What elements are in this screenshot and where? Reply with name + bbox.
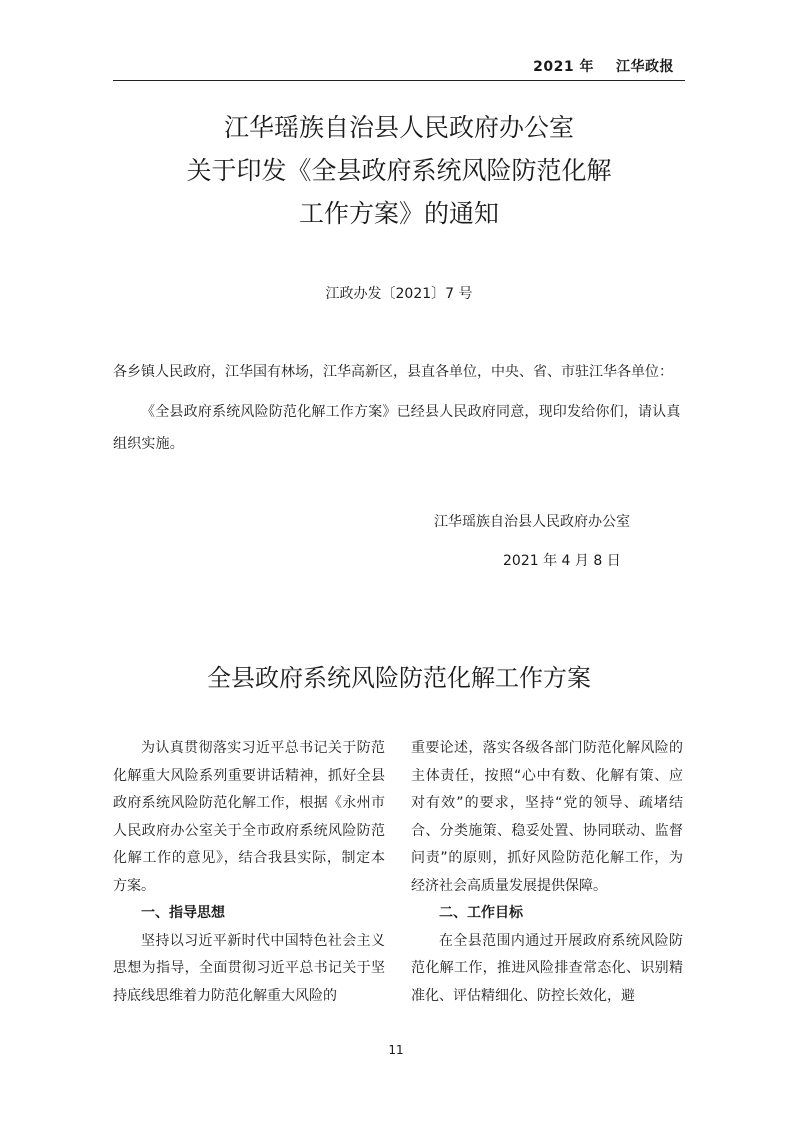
section-2-heading: 二、工作目标 bbox=[439, 905, 523, 921]
issue-date: 2021 年 4 月 8 日 bbox=[503, 553, 621, 569]
section-1-body: 坚持以习近平新时代中国特色社会主义思想为指导，全面贯彻习近平总书记关于坚持底线思维着力防范化解重大风险的 bbox=[113, 932, 385, 1004]
left-column bbox=[113, 735, 385, 1010]
recipients-line: 各乡镇人民政府，江华国有林场，江华高新区，县直各单位，中央、省、市驻江华各单位： bbox=[113, 364, 673, 380]
header-year: 2021 年 bbox=[533, 59, 594, 75]
plan-title: 全县政府系统风险防范化解工作方案 bbox=[207, 664, 591, 692]
notice-title bbox=[113, 106, 685, 235]
header-publication: 江华政报 bbox=[616, 59, 674, 75]
notice-body: 《全县政府系统风险防范化解工作方案》已经县人民政府同意，现印发给你们，请认真组织实施。 bbox=[113, 404, 681, 452]
running-header bbox=[533, 56, 674, 76]
header-rule bbox=[113, 80, 685, 81]
page-number: 11 bbox=[388, 1043, 404, 1057]
column-2-continuation: 重要论述，落实各级各部门防范化解风险的主体责任，按照“心中有数、化解有策、应对有效”的要求，坚持“党的领导、疏堵结合、分类施策、稳妥处置、协同联动、监督问责”的原则，抓好风险防范化解工作，为经济社会高质量发展提供保障。 bbox=[411, 740, 683, 894]
notice-title-line-1: 江华瑶族自治县人民政府办公室 bbox=[223, 113, 574, 142]
issuer-signature: 江华瑶族自治县人民政府办公室 bbox=[434, 514, 630, 530]
notice-title-line-3: 工作方案》的通知 bbox=[298, 199, 499, 228]
plan-intro: 为认真贯彻落实习近平总书记关于防范化解重大风险系列重要讲话精神，抓好全县政府系统风险防范化解工作，根据《永州市人民政府办公室关于全市政府系统风险防范化解工作的意见》，结合我县实际，制定本方案。 bbox=[113, 740, 385, 894]
notice-title-line-2: 关于印发《全县政府系统风险防范化解 bbox=[186, 156, 612, 185]
document-number: 江政办发〔2021〕7 号 bbox=[325, 286, 473, 302]
section-2-body: 在全县范围内通过开展政府系统风险防范化解工作，推进风险排查常态化、识别精准化、评估精细化、防控长效化，避 bbox=[411, 932, 683, 1004]
right-column bbox=[411, 735, 683, 1010]
section-1-heading: 一、指导思想 bbox=[141, 905, 225, 921]
